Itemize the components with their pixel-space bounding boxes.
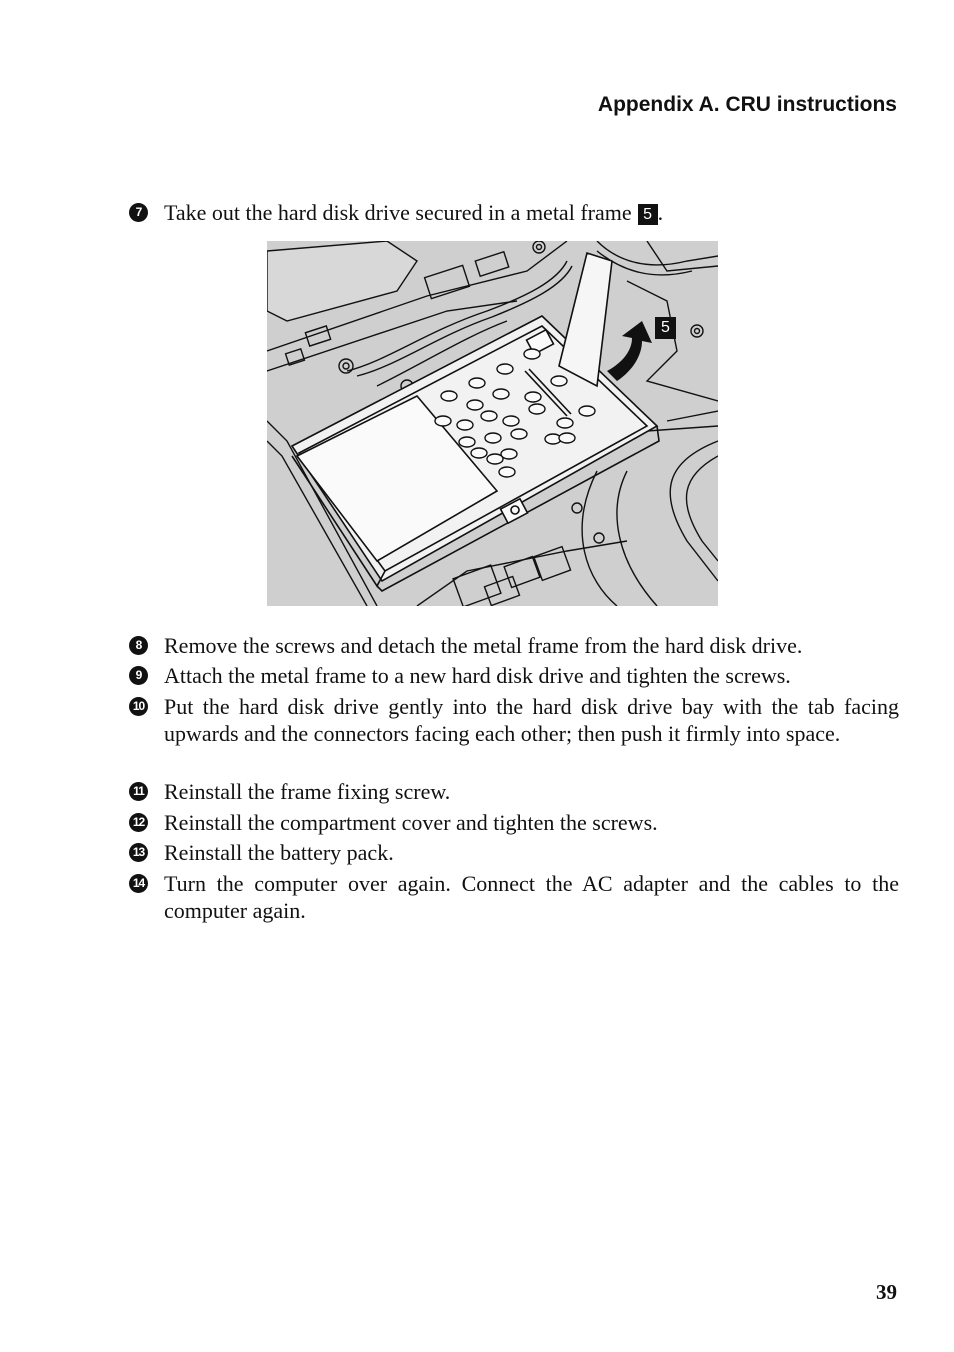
step-number-9: 9 xyxy=(129,666,148,685)
step-7-line xyxy=(164,199,899,226)
illustration-svg xyxy=(267,241,718,606)
step-number-14: 14 xyxy=(129,874,148,893)
step-13-text: Reinstall the battery pack. xyxy=(164,840,394,865)
step-7 xyxy=(129,199,899,226)
step-number-13: 13 xyxy=(129,843,148,862)
step-9-text: Attach the metal frame to a new hard disk drive and tighten the screws. xyxy=(164,663,791,688)
step-11-text: Reinstall the frame fixing screw. xyxy=(164,779,451,804)
step-8 xyxy=(129,632,899,659)
step-14 xyxy=(129,870,899,924)
page-number: 39 xyxy=(876,1280,897,1304)
step-number-11: 11 xyxy=(129,782,148,801)
step-13 xyxy=(129,839,899,866)
step-7-suffix: . xyxy=(657,200,664,225)
step-number-7: 7 xyxy=(129,203,148,222)
step-number-10: 10 xyxy=(129,697,148,716)
step-8-text: Remove the screws and detach the metal frame from the hard disk drive. xyxy=(164,633,803,658)
step-7-text: Take out the hard disk drive secured in a metal frame xyxy=(164,200,632,225)
step-12-text: Reinstall the compartment cover and tighten the screws. xyxy=(164,810,658,835)
step-number-8: 8 xyxy=(129,636,148,655)
step-10 xyxy=(129,693,899,747)
figure-callout-5: 5 xyxy=(655,317,676,339)
callout-badge-5: 5 xyxy=(638,204,658,225)
step-14-text: Turn the computer over again. Connect the AC adapter and the cables to the computer again. xyxy=(164,871,899,923)
step-12 xyxy=(129,809,899,836)
step-10-text: Put the hard disk drive gently into the hard disk drive bay with the tab facing upwards and the connectors facing each other; then push it firmly into space. xyxy=(164,694,899,746)
hard-disk-removal-illustration xyxy=(267,241,718,606)
step-11 xyxy=(129,778,899,805)
step-9 xyxy=(129,662,899,689)
running-header: Appendix A. CRU instructions xyxy=(597,93,897,116)
step-number-12: 12 xyxy=(129,813,148,832)
